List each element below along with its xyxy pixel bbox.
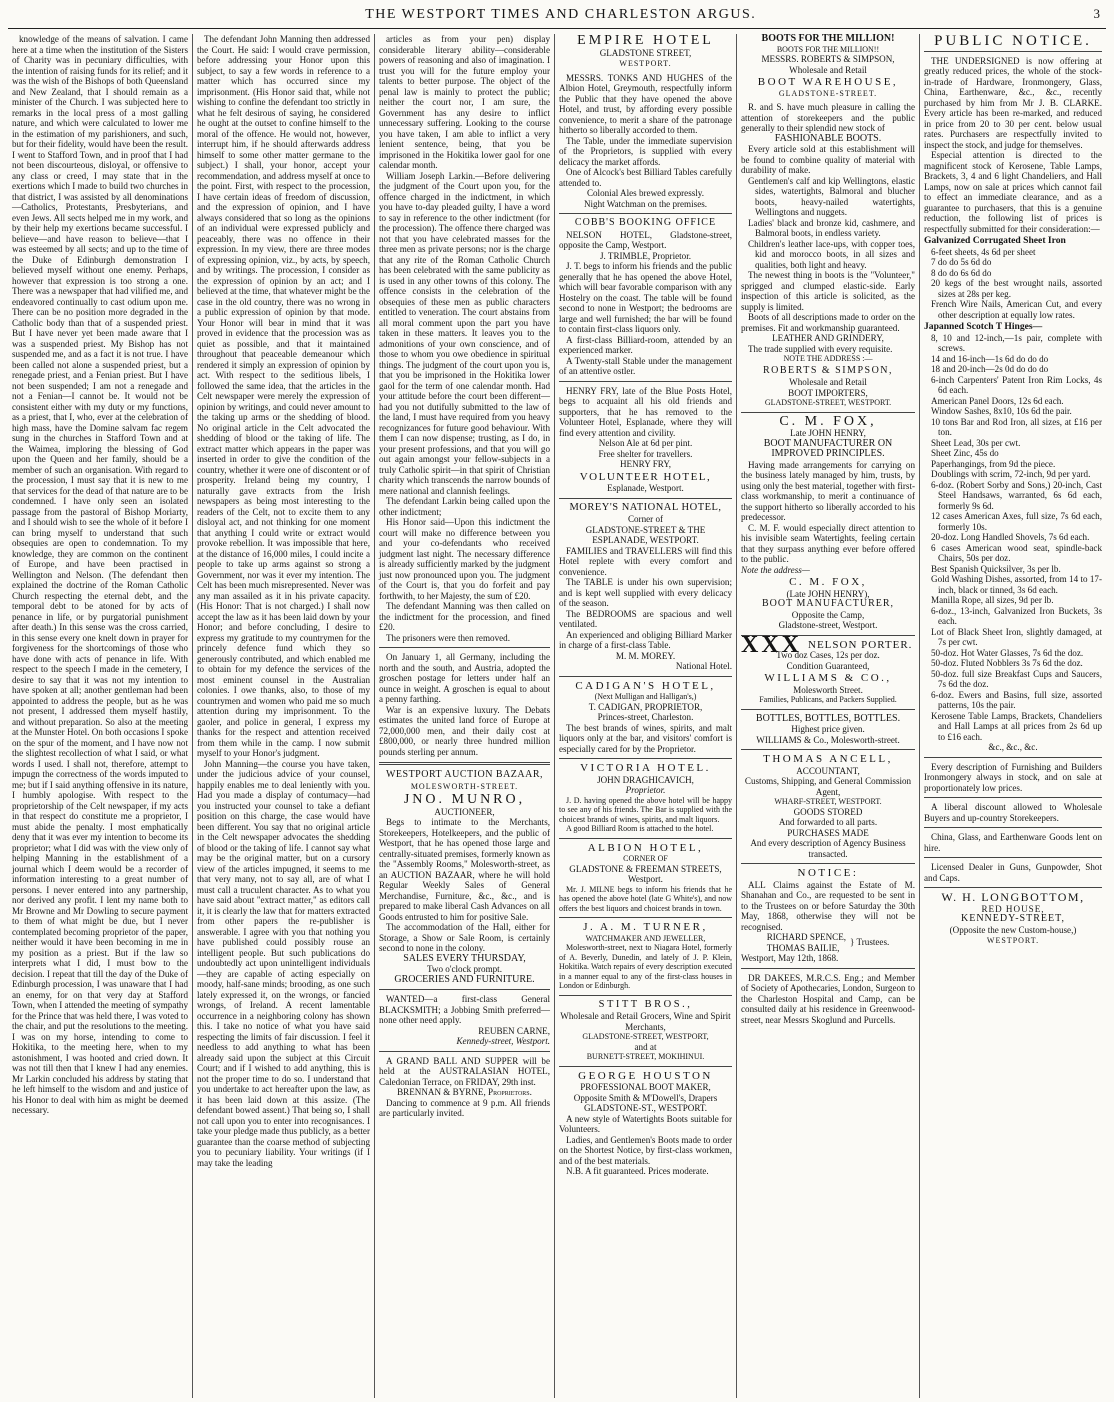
morey-text: FAMILIES and TRAVELLERS will find this Hotel replete with every comfort and convenience. — [559, 545, 732, 577]
column-4 — [555, 34, 737, 1398]
bazaar-time: Two o'clock prompt. — [426, 964, 502, 974]
fox-late: Late JOHN HENRY, — [790, 428, 866, 438]
fox-name: C. M. FOX, — [789, 576, 867, 588]
turner-title: J. A. M. TURNER, — [583, 921, 708, 933]
divider — [924, 757, 1102, 758]
notice-trustee: THOMAS BAILIE, — [766, 942, 840, 953]
page-number: 3 — [1093, 6, 1100, 21]
newspaper-title: THE WESTPORT TIMES AND CHARLESTON ARGUS. — [365, 7, 757, 22]
ancell-title: THOMAS ANCELL, — [763, 753, 893, 765]
longbottom-name: W. H. LONGBOTTOM, — [941, 890, 1085, 904]
divider — [559, 995, 732, 996]
divider — [559, 676, 732, 677]
bazaar-text: Begs to intimate to the Merchants, Storekeepers, Hotelkeepers, and the public of Westport, that he has opened those large and centrally-situated premises, formerly known as the "Assembly Rooms," Molesworth-street, as an AUCTION BAZAAR, where he will hold Regular Weekly Sales of General Merchandise, Furniture, &c., &c., and is prepared to make liberal Cash Advances on all Goods entrusted to him for positive Sale. — [379, 817, 550, 922]
boots-firm-line: Wholesale and Retail — [789, 377, 867, 387]
price-item: 6-doz., 13-inch, Galvanized Iron Buckets, 3s each. — [931, 605, 1102, 626]
morey-text: An experienced and obliging Billiard Marker in charge of a first-class Table. — [559, 629, 732, 650]
stitt-address-2: BURNETT-STREET, MOKIHINUI. — [586, 1052, 705, 1061]
price-item: Gold Washing Dishes, assorted, from 14 to 17-inch, black or tinned, 3s 6d each. — [931, 574, 1102, 595]
porter-text: Two doz Cases, 12s per doz. — [776, 650, 880, 660]
divider — [924, 797, 1102, 798]
bazaar-sales: SALES EVERY THURSDAY, — [403, 952, 526, 964]
divider — [741, 709, 915, 710]
public-notice-text: China, Glass, and Earthenware Goods lent on hire. — [924, 832, 1102, 853]
price-list-1 — [924, 247, 1102, 321]
price-item: Kerosene Table Lamps, Brackets, Chandeliers and Hall Lamps at all prices from 2s 6d up to £16 each. — [931, 710, 1102, 742]
article-paragraph: knowledge of the means of salvation. I came here at a time when the institution of the Sisters of Charity was in pecuniary difficulties, with the intention of raising funds for its relief; and it was the wish of the Bishops of both Queensland and New Zealand, that I should remain as a minister of the Church. I was subjected here to remarks in the local press of a most galling nature, and which were calculated to lower me in the estimation of my parishioners, and such, but for their fidelity, would have been the result. I went to Stafford Town, and in proof that I had not been discourteous, disloyal, or offensive to any class or creed, I may state that in the exertions which I made to build two churches in that district, I was assisted by all denominations—Catholics, Protestants, Presbyterians, and even Jews. All sects helped me in my work, and by their help my exertions became successful. I believe—and have reason to believe—that I was esteemed by all sects; and up to the time of the Duke of Edinburgh demonstration I believed myself without one enemy. Perhaps, however that expression is too strong a one. There was a newspaper that had vilified me, and endeavored continually to cast odium upon me. There can be no position more degraded in the Catholic body than that of a suspended priest. But I have never yet been made aware that I was a suspended priest. My Bishop has not suspended me, and as a fact it is not true. I have been called not alone a suspended priest, but a renegade priest, and a Fenian priest. But I have not been suspended; I am not a renegade and not a Fenian—I cannot be. It would not be consistent either with my duty or my functions, as a priest, that I, who, ever at the celebration of high mass, have the Domine salvam fac regem sung in the churches in Stafford Town and at the Waimea, imploring the blessing of God upon the Queen and her family, should be a member of such an organisation. With regard to the procession, I must say that it is new to me that services for the dead of that nature are to be condemned. I have only seen an isolated passage from the pastoral of Bishop Moriarty, and I should wish to see the whole of it before I can bring myself to understand that such obsequies are open to condemnation. To my knowledge, they are common on the continent of Europe, and have been practised in Wellington and Nelson. (The defendant then explained the doctrine of the Roman Catholic Church respecting the eternal debt, and the temporal debt to be atoned for by acts of penance in life, or by purgatorial punishment after death.) In this sense was the cross carried, in this sense every one knelt down in prayer for forgiveness for the shortcomings of those who have done with acts of penance in life. With respect to the speech I made in the cemetery, I desire to say that it was not my intention to have spoken at all; another gentleman had been appointed to address the people, but as he was not present, I addressed them myself hastily, and without preparation. So also at the meeting at the Munster Hotel. On both occasions I spoke on the spur of the moment, and I have now not the slightest recollection of what I said, or what words I used. I shall not, therefore, attempt to impugn the correctness of the words imputed to me; but if I said anything offensive in its nature, I humbly apologise. With respect to the proprietorship of the Celt newspaper, if my acts in that respect do constitute me a proprietor, I must abide the penalty. I most emphatically deny that it was ever my intention to become its proprietor; what I did was with the view only of helping Manning in the establishment of a journal which I deem would be a recorder of information interesting to a great number of persons. I never entered into any partnership, nor derived any profit. I lent my name both to Mr Browne and Mr Dowling to secure payment to them of what might be due, but I never contemplated becoming proprietor of the paper, neither would it have been becoming in me in my position as a priest. But if the law so interprets what I did, I must bow to the decision. I repeat that till the day of the Duke of Edinburgh procession, I was unaware that I had an enemy, for on that very day at Stafford Town, when I attended the meeting of sympathy for the Prince that was held there, I was voted to the chair, and put the resolutions to the meeting. I was on my horse, intending to come to Hokitika, to the meeting here, when to my astonishment, I was hooted and cried down. It was not till then that I knew I had any enemies. Mr Larkin concluded his address by stating that he left himself to the wisdom and and justice of his Honor to deal with him as might be deemed necessary. — [12, 34, 189, 1115]
fox-maker: BOOT MANUFACTURER, — [761, 598, 895, 609]
cobbs-lead: NELSON HOTEL, Gladstone-street, opposite the Camp, Westport. — [559, 229, 732, 250]
empire-title: EMPIRE HOTEL — [577, 34, 714, 48]
bazaar-name: JNO. MUNRO, — [403, 792, 526, 807]
public-notice-text: Licensed Dealer in Guns, Gunpowder, Shot and Caps. — [924, 862, 1102, 883]
price-item: French Wire Nails, American Cut, and every other description at equally low rates. — [931, 299, 1102, 320]
longbottom-street: KENNEDY-STREET, — [961, 913, 1065, 924]
empire-text: One of Alcock's best Billiard Tables carefully attended to. — [559, 167, 732, 188]
morey-text: The TABLE is under his own supervision; and is kept well supplied with every delicacy of the season. — [559, 577, 732, 608]
news-paragraph: On January 1, all Germany, including the north and the south, and Austria, adopted the groschen postage for letters under half an ounce in weight. A groschen is equal to about a penny farthing. — [379, 652, 550, 704]
fry-name: HENRY FRY, — [619, 459, 672, 469]
divider — [379, 989, 550, 990]
price-item: 18 and 20-inch—2s 0d do do do — [931, 364, 1049, 374]
ancell-addr: WHARF-STREET, WESTPORT. — [774, 797, 882, 806]
divider — [559, 838, 732, 839]
price-item: 20 kegs of the best wrought nails, assorted sizes at 28s per keg. — [931, 278, 1102, 299]
price-item: American Panel Doors, 12s 6d each. — [931, 395, 1064, 406]
notice-date: Westport, May 12th, 1868. — [741, 953, 839, 963]
divider — [924, 827, 1102, 828]
cobbs-text: A first-class Billiard-room, attended by an experienced marker. — [559, 334, 732, 355]
stitt-title: STITT BROS., — [598, 998, 693, 1010]
turner-role: WATCHMAKER AND JEWELLER, — [585, 933, 706, 943]
price-item: 50-doz. full size Breakfast Cups and Saucers, 7s 6d the doz. — [931, 668, 1102, 689]
fox-title: C. M. FOX, — [779, 413, 877, 429]
ancell-agency: And every description of Agency Business transacted. — [750, 838, 906, 859]
divider — [924, 51, 1102, 52]
ancell-role: ACCOUNTANT, — [796, 765, 860, 776]
boots-text: Boots of all descriptions made to order on the premises. Fit and workmanship guaranteed. — [741, 312, 915, 333]
price-item: Doublings with scrim, 72-inch, 9d per yard. — [931, 469, 1091, 479]
boots-firm: ROBERTS & SIMPSON, — [762, 364, 894, 376]
houston-address: Opposite Smith & M'Dowell's, Drapers GLADSTONE-ST., WESTPORT. — [573, 1092, 718, 1113]
column-1 — [8, 34, 193, 1398]
cadigan-text: The best brands of wines, spirits, and malt liquors only at the bar, and visitors' comfort is especially cared for by the Proprietor. — [559, 722, 732, 754]
boots-item: Gentlemen's calf and kip Wellingtons, elastic sides, watertights, Balmoral and blucher boots, heavy-nailed watertights, Wellingtons and nuggets. — [748, 175, 915, 217]
empire-watch: Night Watchman on the premises. — [583, 198, 708, 209]
boots-text: R. and S. have much pleasure in calling the attention of storekeepers and the public generally to their splendid new stock of — [741, 102, 915, 133]
victoria-name: JOHN DRAGHICAVICH, — [597, 774, 694, 785]
albion-title: ALBION HOTEL, — [587, 841, 704, 854]
longbottom-opp: (Opposite the new Custom-house,) — [949, 924, 1077, 935]
bazaar-role: AUCTIONEER, — [434, 806, 495, 817]
price-item: 6-doz. (Robert Sorby and Sons,) 20-inch, Cast Steel Handsaws, warranted, 6s 6d each, formerly 9s 6d. — [931, 479, 1102, 511]
wanted-text: WANTED—a first-class General BLACKSMITH; a Jobbing Smith preferred—none other need apply. — [379, 994, 550, 1025]
public-notice-text: Every description of Furnishing and Builders Ironmongery always in stock, and on sale at proportionately low prices. — [924, 761, 1102, 793]
bottles-text: WILLIAMS & Co., Molesworth-street. — [756, 734, 900, 745]
cadigan-sub: (Next Mulligan and Halligan's,) — [594, 692, 697, 701]
divider — [559, 1066, 732, 1067]
column-2 — [193, 34, 375, 1398]
houston-text: A new style of Watertights Boots suitable for Volunteers. — [559, 1113, 732, 1134]
price-item: 6 cases American wood seat, spindle-back Chairs, 50s per doz. — [931, 542, 1102, 563]
article-paragraph: The defendant Larkin being called upon the other indictment; — [379, 496, 550, 517]
article-paragraph: articles as from your pen) display considerable literary ability—considerable powers of reasoning and also of imagination. I trust you will for the future employ your talents to better purpose. The object of the penal law is mainly to protect the public; neither the court nor, I am sure, the Government has any desire to inflict unnecessary suffering. Looking to the course you have taken, I am able to inflict a very lenient sentence, being, that you be imprisoned in the Hokitika lower gaol for one calendar month. — [379, 34, 550, 170]
cobbs-prop: J. TRIMBLE, Proprietor. — [599, 250, 692, 261]
fox-opp: Opposite the Camp, — [791, 609, 865, 620]
price-heading: Japanned Scotch T Hinges— — [924, 321, 1043, 332]
bottles-text: Highest price given. — [791, 724, 865, 734]
boots-note: NOTE THE ADDRESS :— — [783, 354, 873, 363]
price-item: 6-doz. Ewers and Basins, full size, assorted patterns, 10s the pair. — [931, 689, 1102, 710]
bottles-title: BOTTLES, BOTTLES, BOTTLES. — [755, 712, 901, 724]
columns — [8, 34, 1106, 1398]
stitt-address: GLADSTONE-STREET, WESTPORT, — [582, 1032, 709, 1041]
porter-text: Condition Guaranteed, — [786, 660, 870, 671]
column-6 — [920, 34, 1106, 1398]
porter-fam: Families, Publicans, and Packers Supplied. — [759, 695, 897, 704]
article-paragraph: The defendant Manning was then called on the indictment for the procession, and fined £20. — [379, 601, 550, 632]
boots-firm-line: GLADSTONE-STREET, WESTPORT. — [764, 398, 892, 407]
porter-name: WILLIAMS & CO., — [764, 672, 892, 684]
boots-house: BOOT WAREHOUSE, — [757, 76, 899, 88]
houston-text: N.B. A fit guaranteed. Prices moderate. — [566, 1166, 709, 1176]
price-item: Sheet Zinc, 45s do — [931, 448, 999, 458]
empire-text: The Table, under the immediate supervision of the Proprietors, is supplied with every delicacy the market affords. — [559, 135, 732, 167]
stitt-and: and at — [634, 1041, 657, 1052]
boots-item: Ladies' black and bronze kid, cashmere, and Balmoral boots, in endless variety. — [748, 217, 915, 238]
bazaar-title: WESTPORT AUCTION BAZAAR, — [385, 769, 544, 780]
price-item: 8 do do 6s 6d do — [931, 267, 992, 278]
ball-text: Dancing to commence at 9 p.m. All friends are particularly invited. — [379, 1097, 550, 1118]
divider — [379, 647, 550, 648]
porter-xxx: XXX — [741, 631, 802, 658]
public-notice-title: PUBLIC NOTICE. — [934, 34, 1092, 49]
boots-leather-text: The trade supplied with every requisite. — [748, 343, 893, 354]
notice-trustees-label: } Trustees. — [850, 937, 890, 948]
wanted-name: REUBEN CARNE, — [478, 1025, 550, 1036]
bazaar-text: The accommodation of the Hall, either for Storage, a Show or Sale Room, is certainly second to none in the colony. — [379, 922, 550, 953]
fox-late-2: (Late JOHN HENRY), — [786, 588, 870, 599]
price-item: 6-feet sheets, 4s 6d per sheet — [931, 246, 1036, 257]
victoria-text: A good Billiard Room is attached to the hotel. — [566, 824, 714, 833]
boots-title: BOOTS FOR THE MILLION! — [761, 34, 895, 44]
bazaar-goods: GROCERIES AND FURNITURE. — [394, 973, 535, 985]
divider — [379, 762, 550, 765]
fry-hotel: VOLUNTEER HOTEL, — [579, 470, 712, 483]
ball-names: BRENNAN & BYRNE, Proprietors. — [397, 1087, 532, 1097]
price-item: 6-inch Carpenters' Patent Iron Rim Locks, 4s 6d each. — [931, 374, 1102, 395]
morey-corner: Corner of — [627, 514, 664, 524]
stitt-text: Wholesale and Retail Grocers, Wine and Spirit Merchants, — [560, 1011, 731, 1032]
fox-note: Note the address— — [741, 564, 810, 575]
morey-name: M. M. MOREY. — [615, 650, 676, 661]
price-item: Best Spanish Quicksilver, 3s per lb. — [931, 563, 1061, 574]
divider — [741, 749, 915, 750]
divider — [741, 863, 915, 864]
divider — [559, 213, 732, 214]
notice-text: ALL Claims against the Estate of M. Shanahan and Co., are requested to be sent in to the Trustees on or before Saturday the 30th May, 1868, otherwise they will not be recognised. — [741, 879, 915, 932]
boots-text: The newest thing in boots is the "Volunteer," sprigged and clumped elastic-side. Early inspection of this article is solicited, as the supply is limited. — [741, 270, 915, 312]
price-item: 14 and 16-inch—1s 6d do do do — [931, 353, 1049, 364]
cobbs-text: J. T. begs to inform his friends and the public generally that he has opened the above Hotel, which will bear favorable comparison with any Hostelry on the coast. The table will be found second to none in Westport; the bedrooms are large and well furnished; the bar will be found to contain first-class liquors only. — [559, 261, 732, 334]
houston-role: PROFESSIONAL BOOT MAKER, — [580, 1082, 711, 1092]
ancell-goods: GOODS STORED — [793, 806, 863, 817]
news-paragraph: War is an expensive luxury. The Debats estimates the united land force of Europe at 72,000,000 men, and their daily cost at £800,000, or nearly three hundred million pounds sterling per annum. — [379, 704, 550, 757]
cobbs-title: COBB'S BOOKING OFFICE — [574, 217, 717, 228]
divider — [559, 758, 732, 759]
albion-text: Mr. J. MILNE begs to inform his friends that he has opened the above hotel (late G White's), and now offers the best liquors and choicest brands in town. — [559, 884, 732, 913]
fox-addr: Gladstone-street, Westport. — [778, 620, 878, 630]
divider — [924, 887, 1102, 888]
boots-text: Every article sold at this establishment will be found to combine quality of material with durability of make. — [741, 144, 915, 175]
price-item: Window Sashes, 8x10, 10s 6d the pair. — [931, 406, 1072, 416]
article-paragraph: William Joseph Larkin.—Before delivering the judgment of the Court upon you, for the offence charged in the indictment, in which you have to-day pleaded guilty, I have a word to say in reference to the other indictment (for the procession). The offence there charged was not that you have celebrated masses for the three men as private persons; nor is the charge that any rite of the Roman Catholic Church has been celebrated with the same publicity as is used in any other towns of this colony. The offence consists in the celebration of the obsequies of these men as public characters entitled to veneration. The court abstains from all moral comment upon the part you have taken in these matters. It leaves you to the admonitions of your own conscience, and of those to whom you owe obedience in spiritual things. The judgment of the court upon you is, that you be imprisoned in the Hokitika lower gaol for the term of one calendar month. Had your attitude before the court been different—had you not dutifully submitted to the law of the land, I must have required from you heavy recognizances for future good behaviour. With them I can now dispense; trusting, as I do, in your present professions, and that you will go out again amongst your fellow-subjects in a truly Catholic spirit—in that spirit of Christian charity which transcends the narrow bounds of mere national and clannish feelings. — [379, 170, 550, 496]
public-notice-intro: Especial attention is directed to the magnificent stock of Kerosene, Table Lamps, Brackets, 3, 4 and 6 light Chandeliers, and Hall Lamps, now on sale at prices which cannot fail to effect an immediate clearance, and as a guarantee to purchasers, that this is a genuine reduction, the following list of prices is respectfully submitted for their consideration:— — [924, 150, 1102, 234]
price-list-2 — [924, 333, 1102, 743]
morey-text: The BEDROOMS are spacious and well ventilated. — [559, 608, 732, 629]
price-heading: Galvanized Corrugated Sheet Iron — [924, 235, 1066, 246]
morey-hotel: National Hotel. — [675, 661, 732, 671]
boots-street: GLADSTONE-STREET. — [778, 88, 878, 98]
masthead — [8, 6, 1106, 29]
article-paragraph: John Manning—the course you have taken, under the judicious advice of your counsel, happily enables me to deal leniently with you. Had you made a display of contumacy—had you instructed your counsel to take a defiant position on this charge, the case would have been different. You say that no original article in the Celt newspaper advocates the shedding of blood or the taking of life. I cannot say what may be the original matter, but on a cursory view of the articles impugned, it seems to me that very many, not to say all, are of what I must call a truculent character. As to what you have said about "extract matter," as editors call it, it is clearly the law that for matters extracted from other papers the re-publisher is answerable. I agree with you that nothing you have published could possibly rouse an intelligent people. But such publications do undoubtedly act upon unintelligent individuals—they are capable of acting especially on moody, half-sane minds; brooding, as one such lately expressed it, on the wrongs, or fancied wrongs, of Ireland. A recent lamentable occurrence in a neighboring colony has shown this. I take no notice of what you have said respecting the limits of fair discussion. I feel it needless to add anything to what has been already said upon the subject at this Circuit Court; and if I wished to add anything, this is not the proper time to do so. I understand that you undertake to act hereafter upon the law, as it has been laid down at this assize. (The defendant bowed assent.) That being so, I shall not call upon you to enter into recognisances. I take your pledge made thus publicly, as a better guarantee than the coarse method of subjecting you to pecuniary liability. Your writings (if I may take the leading — [197, 758, 370, 1168]
article-paragraph: His Honor said—Upon this indictment the court will make no difference between you and your co-defendants who received judgment last night. The necessary difference is already sufficiently marked by the judgment just now pronounced upon you. The judgment of the Court is, that you do forfeit and pay forthwith, to her Majesty, the sum of £20. — [379, 517, 550, 601]
boots-sub: BOOTS FOR THE MILLION!! — [776, 44, 880, 54]
price-item: 20-doz. Long Handled Shovels, 7s 6d each. — [931, 532, 1090, 542]
empire-text: MESSRS. TONKS AND HUGHES of the Albion Hotel, Greymouth, respectfully inform the Public that they have opened the above Hotel, and trust, by affording every possible convenience, to merit a share of the patronage hitherto so liberally accorded to them. — [559, 72, 732, 135]
price-item: 50-doz. Fluted Nobblers 3s 7s 6d the doz. — [931, 658, 1083, 668]
article-paragraph: The prisoners were then removed. — [386, 632, 510, 643]
empire-town: WESTPORT. — [619, 59, 672, 68]
ball-text: A GRAND BALL AND SUPPER will be held at the AUSTRALASIAN HOTEL, Caledonian Terrace, on FRIDAY, 29th inst. — [379, 1055, 550, 1087]
longbottom-house: RED HOUSE, — [981, 903, 1045, 914]
boots-fashion: FASHIONABLE BOOTS. — [774, 132, 882, 144]
bazaar-address: MOLESWORTH-STREET. — [410, 781, 519, 791]
divider — [924, 857, 1102, 858]
divider — [741, 968, 915, 969]
fry-text: HENRY FRY, late of the Blue Posts Hotel, begs to acquaint all his old friends and supporters, that he has removed to the Volunteer Hotel, Esplanade, where they will find every attention and civility. — [559, 385, 732, 438]
dakees-text: DR DAKEES, M.R.C.S. Eng.; and Member of Society of Apothecaries, London, Surgeon to the Charleston Hospital and Camp, can be consulted daily at his residence in Greenwood-street, near Messrs Skoglund and Purcells. — [741, 972, 915, 1025]
ancell-text: Customs, Shipping, and General Commission Agent, — [744, 776, 912, 797]
porter-addr: Molesworth Street. — [793, 684, 863, 695]
fox-text: C. M. F. would especially direct attention to his invisible seam Watertights, feeling certain that they surpass anything ever before offered to the public. — [741, 522, 915, 564]
morey-title: MOREY'S NATIONAL HOTEL, — [569, 501, 722, 513]
fox-head: BOOT MANUFACTURER ON IMPROVED PRINCIPLES. — [763, 437, 893, 459]
morey-address: GLADSTONE-STREET & THE ESPLANADE, WESTPORT. — [585, 524, 706, 545]
boots-line: Wholesale and Retail — [789, 64, 867, 75]
price-item: Sheet Lead, 30s per cwt. — [931, 437, 1021, 448]
empire-street: GLADSTONE STREET, — [599, 47, 692, 58]
public-notice-text: A liberal discount allowed to Wholesale Buyers and up-country Storekeepers. — [924, 802, 1102, 823]
turner-text: Molesworth-street, next to Niagara Hotel, formerly of A. Beverly, Dunedin, and lately of J. P. Klein, Hokitika. Watch repairs of every description executed in a manner equal to any of the first-class houses in London or Edinburgh. — [559, 943, 732, 990]
price-item: 8, 10 and 12-inch,—1s pair, complete with screws. — [931, 332, 1102, 353]
column-5 — [737, 34, 920, 1398]
price-item: Manilla Rope, all sizes, 9d per lb. — [931, 595, 1054, 605]
victoria-text: J. D. having opened the above hotel will be happy to see any of his friends. The Bar is supplied with the choicest brands of wines, spirits, and malt liquors. — [559, 795, 732, 824]
price-item: Paperhangings, from 9d the piece. — [931, 458, 1056, 469]
boots-firm-line: BOOT IMPORTERS, — [788, 387, 868, 398]
cadigan-address: Princes-street, Charleston. — [597, 712, 694, 722]
houston-text: Ladies, and Gentlemen's Boots made to order on the Shortest Notice, by first-class workmen, and of the best materials. — [559, 1134, 732, 1166]
fry-text: Nelson Ale at 6d per pint. — [598, 438, 693, 448]
article-paragraph: The defendant John Manning then addressed the Court. He said: I would crave permission, before addressing your Honor upon this subject, to say a few words in reference to a matter which has occurred since my imprisonment. (His Honor said that, while not wishing to confine the defendant too strictly in what he felt desirous of saying, he considered he ought at the outset to confine himself to the moral of the offence. He would not, however, interrupt him, if he should afterwards address himself to some other matter germane to the subject.) I shall, your honor, accept your recommendation, and address myself at once to the point. First, with respect to the procession, I have certain ideas of freedom of discussion, and the expression of opinion, and I have always considered that so long as the opinions of an individual were expressed publicly and peaceably, there was no offence in their expression. In my view, there are three modes of expressing opinion, viz., by acts, by speech, and by writings. The procession, I consider as the expression of opinion by an act; and I believed at the time, that whatever might be the case in the old country, there was no wrong in a public expression of opinion by that mode. Your Honor will bear in mind that it was proved in evidence that the procession was as quiet as possible, and that it maintained throughout that peaceable demeanour which rendered it simply an expression of opinion by act. With respect to the seditious libels, I followed the same idea, that the articles in the Celt newspaper were merely the expression of opinion by writings, and could never amount to the taking up arms or the shedding of blood. No original article in the Celt advocated the shedding of blood or the taking of life. The extract matter which appears in the paper was inserted in order to give the condition of the country, whether it were one of discontent or of prosperity. Ireland being my country, I naturally gave extracts from the Irish newspapers as being most interesting to the readers of the Celt, not to excite them to any disloyal act, and not thinking for one moment that anything I could write or extract would provoke rebellion. It was impossible that here, at the distance of 16,000 miles, I could incite a people to take up arms against so strong a Government, nor was it ever my intention. The Celt has been much misrepresented. Never was any man assailed as it in his private capacity. (His Honor: That is not charged.) I shall now accept the law as it has been laid down by your Honor; and before concluding, I desire to express my gratitude to my countrymen for the princely defence fund which they so generously contributed, and which enabled me to obtain for my defence the services of the most eminent counsel in the Australian colonies. I owe thanks, also, to those of my countrymen and women who paid me so much attention during my imprisonment. To the gaoler, and police in general, I express my thanks for the respect and attention received from them while in the camp. I now submit myself to your Honor's judgment. — [197, 34, 370, 758]
price-item: Lot of Black Sheet Iron, slightly damaged, at 7s per cwt. — [931, 626, 1102, 647]
divider — [379, 1051, 550, 1052]
cadigan-prop: T. CADIGAN, PROPRIETOR, — [588, 701, 703, 712]
divider — [559, 917, 732, 918]
notice-title: NOTICE: — [797, 867, 859, 879]
porter-title: NELSON PORTER. — [808, 638, 913, 651]
victoria-title: VICTORIA HOTEL. — [580, 762, 711, 774]
ancell-purch: PURCHASES MADE — [787, 827, 869, 838]
cadigan-title: CADIGAN'S HOTEL, — [575, 679, 716, 692]
fry-text: Free shelter for travellers. — [598, 448, 693, 459]
boots-item: Children's leather lace-ups, with copper toes, kid and morocco boots, in all sizes and qualities, both light and heavy. — [748, 238, 915, 270]
cobbs-text: A Twenty-stall Stable under the management of an attentive ostler. — [559, 355, 732, 376]
boots-lead: MESSRS. ROBERTS & SIMPSON, — [761, 54, 895, 64]
victoria-prop: Proprietor. — [625, 785, 666, 795]
divider — [559, 381, 732, 382]
fox-text: Having made arrangements for carrying on the business lately managed by him, trusts, by using only the best material, together with first-class workmanship, to merit a continuance of the support hitherto so liberally accorded to his predecessor. — [741, 459, 915, 522]
notice-trustees — [741, 932, 915, 953]
albion-address: GLADSTONE & FREEMAN STREETS, Westport. — [569, 863, 722, 884]
boots-leather: LEATHER AND GRINDERY, — [772, 333, 884, 343]
ancell-fwd: And forwarded to all parts. — [778, 817, 878, 827]
wanted-address: Kennedy-street, Westport. — [456, 1036, 550, 1046]
notice-trustee: RICHARD SPENCE, — [766, 932, 847, 942]
public-notice-intro: THE UNDERSIGNED is now offering at greatly reduced prices, the whole of the stock-in-trade of Hardware, Ironmongery, Glass, China, Earthenware, &c., &c., recently purchased by him from Mr J. B. CLARKE. Every article has been re-marked, and reduced in price from 20 to 30 per cent. below usual rates. Purchasers are respectfully invited to inspect the stock, and judge for themselves. — [924, 55, 1102, 150]
column-3 — [375, 34, 555, 1398]
price-item: 50-doz. Hot Water Glasses, 7s 6d the doz. — [931, 647, 1084, 658]
houston-title: GEORGE HOUSTON — [578, 1069, 713, 1082]
price-item: 10 tons Bar and Rod Iron, all sizes, at £16 per ton. — [931, 416, 1102, 437]
divider — [559, 498, 732, 499]
longbottom-town: WESTPORT. — [986, 936, 1040, 945]
price-item: 7 do do 5s 6d do — [931, 257, 992, 267]
empire-ales: Colonial Ales brewed expressly. — [586, 188, 705, 198]
price-etc: &c., &c., &c. — [988, 742, 1038, 752]
divider — [741, 412, 915, 413]
fry-address: Esplanade, Westport. — [607, 483, 684, 493]
albion-corner: CORNER OF — [623, 854, 668, 863]
price-item: 12 cases American Axes, full size, 7s 6d each, formerly 10s. — [931, 511, 1102, 532]
